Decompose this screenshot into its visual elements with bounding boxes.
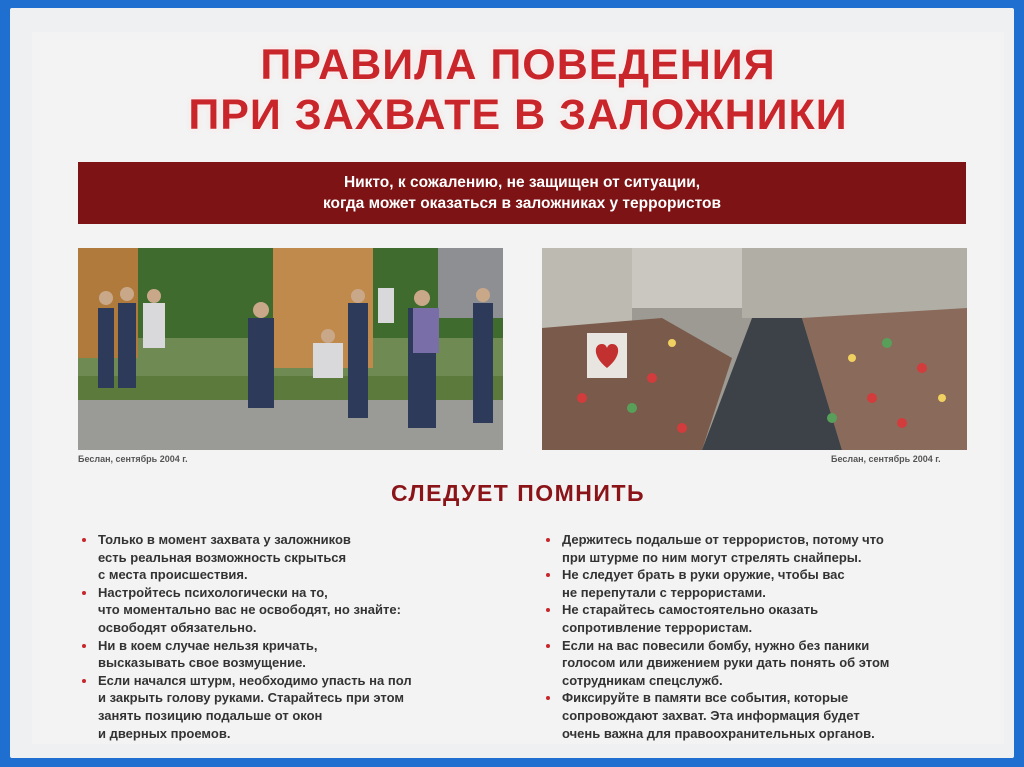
rule-item: Ни в коем случае нельзя кричать, высказывать свое возмущение. — [78, 637, 508, 672]
title-line-1: ПРАВИЛА ПОВЕДЕНИЯ — [260, 41, 776, 89]
banner-line-1: Никто, к сожалению, не защищен от ситуации, — [343, 174, 701, 191]
rule-item: Держитесь подальше от террористов, потому что при штурме по ним могут стрелять снайперы. — [542, 531, 972, 566]
photo-rescue-crowd — [78, 248, 503, 450]
poster-title — [32, 40, 1004, 140]
title-line-2: ПРИ ЗАХВАТЕ В ЗАЛОЖНИКИ — [188, 91, 848, 139]
slide-frame — [10, 8, 1014, 758]
rule-item: Если начался штурм, необходимо упасть на пол и закрыть голову руками. Старайтесь при этом занять позицию подальше от окон и дверных проемов. — [78, 672, 508, 742]
section-title: СЛЕДУЕТ ПОМНИТЬ — [390, 480, 646, 506]
photo-memorial-flowers-image — [542, 248, 967, 450]
banner-line-2: когда может оказаться в заложниках у террористов — [322, 195, 722, 212]
rules-list-right — [542, 531, 972, 742]
rule-item: Фиксируйте в памяти все события, которые сопровождают захват. Эта информация будет очень важна для правоохранительных органов. — [542, 689, 972, 742]
rule-item: Не старайтесь самостоятельно оказать сопротивление террористам. — [542, 601, 972, 636]
photo-caption-right: Беслан, сентябрь 2004 г. — [831, 454, 941, 464]
photo-memorial-flowers — [542, 248, 967, 450]
rule-item: Не следует брать в руки оружие, чтобы вас не перепутали с террористами. — [542, 566, 972, 601]
photo-caption-left: Беслан, сентябрь 2004 г. — [78, 454, 188, 464]
photo-rescue-crowd-image — [78, 248, 503, 450]
poster — [32, 32, 1004, 744]
warning-banner — [78, 162, 966, 224]
rule-item: Настройтесь психологически на то, что моментально вас не освободят, но знайте: освободят обязательно. — [78, 584, 508, 637]
rule-item: Если на вас повесили бомбу, нужно без паники голосом или движением руки дать понять об этом сотрудникам спецслужб. — [542, 637, 972, 690]
rule-item: Только в момент захвата у заложников есть реальная возможность скрыться с места происшествия. — [78, 531, 508, 584]
rules-list-left — [78, 531, 508, 742]
